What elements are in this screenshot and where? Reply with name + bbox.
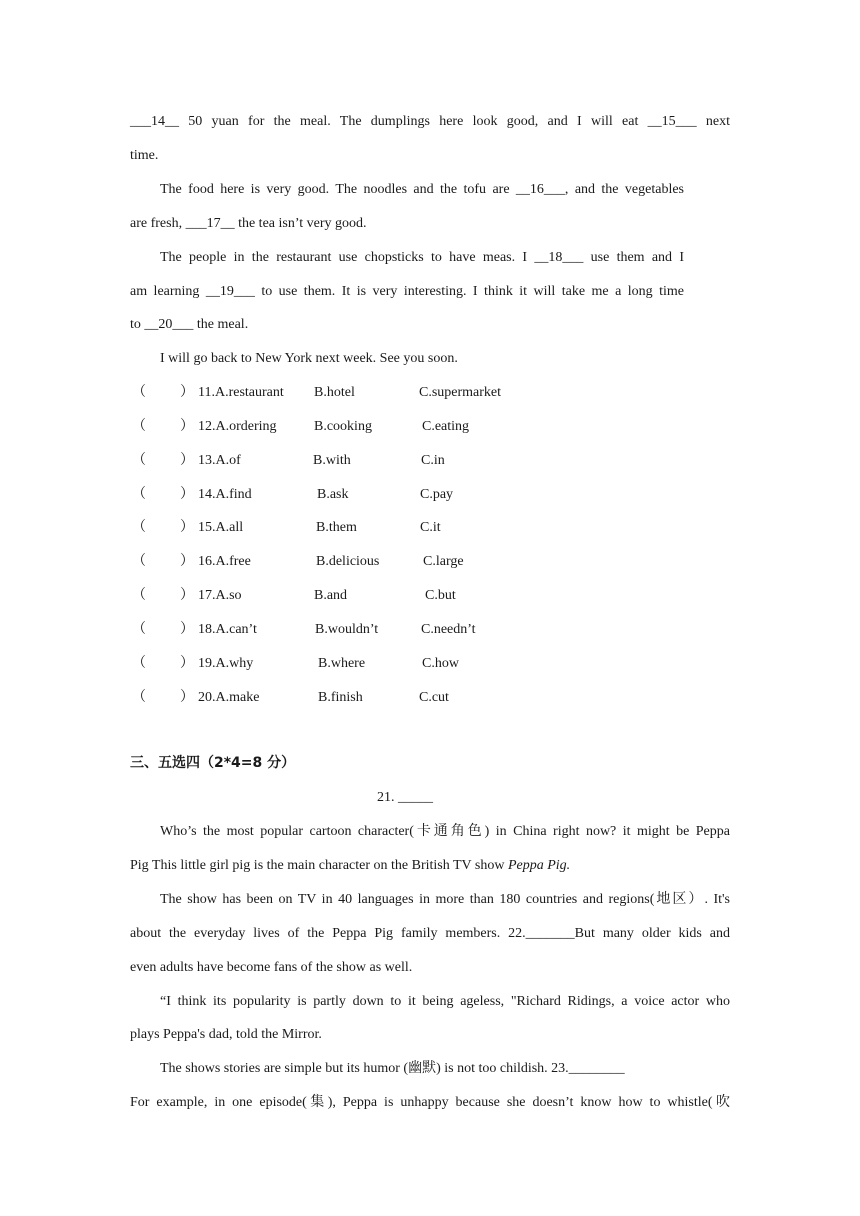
passage-line: Who’s the most popular cartoon character(卡通角色) in China right now? it might be Peppa bbox=[160, 824, 730, 839]
passage-line: about the everyday lives of the Peppa Pig family members. 22._______But many older kids and bbox=[130, 926, 730, 941]
question-option-a: 20.A.make bbox=[198, 690, 260, 705]
question-option-c: C.but bbox=[425, 588, 456, 603]
answer-paren-close: ） bbox=[180, 622, 194, 637]
blank-21: 21. _____ bbox=[377, 790, 433, 805]
question-option-a: 18.A.can’t bbox=[198, 622, 257, 637]
question-option-a: 13.A.of bbox=[198, 453, 241, 468]
passage-line: even adults have become fans of the show as well. bbox=[130, 960, 413, 975]
answer-paren-close: ） bbox=[180, 385, 194, 400]
question-option-a: 11.A.restaurant bbox=[198, 385, 284, 400]
answer-paren-close: ） bbox=[180, 656, 194, 671]
answer-paren-open: （ bbox=[132, 656, 146, 671]
question-option-a: 17.A.so bbox=[198, 588, 242, 603]
passage-text: Pig This little girl pig is the main character on the British TV show bbox=[130, 858, 508, 873]
question-option-c: C.it bbox=[420, 520, 441, 535]
question-option-b: B.ask bbox=[317, 487, 349, 502]
answer-paren-open: （ bbox=[132, 487, 146, 502]
question-option-c: C.pay bbox=[420, 487, 454, 502]
question-option-a: 12.A.ordering bbox=[198, 419, 277, 434]
question-option-c: C.how bbox=[422, 656, 459, 671]
question-option-b: B.cooking bbox=[314, 419, 372, 434]
answer-paren-open: （ bbox=[132, 520, 146, 535]
passage-line: The shows stories are simple but its humor (幽默) is not too childish. 23.________ bbox=[160, 1061, 625, 1076]
question-option-b: B.where bbox=[318, 656, 366, 671]
passage-line: The show has been on TV in 40 languages in more than 180 countries and regions(地区）. It's bbox=[160, 892, 730, 907]
answer-paren-close: ） bbox=[180, 554, 194, 569]
section-heading: 三、五选四（2*4=8 分） bbox=[130, 755, 296, 771]
question-option-c: C.eating bbox=[422, 419, 470, 434]
question-option-b: B.finish bbox=[318, 690, 363, 705]
question-option-b: B.hotel bbox=[314, 385, 355, 400]
passage-line: to __20___ the meal. bbox=[130, 317, 249, 332]
answer-paren-open: （ bbox=[132, 385, 146, 400]
passage-line: plays Peppa's dad, told the Mirror. bbox=[130, 1027, 322, 1042]
question-option-b: B.with bbox=[313, 453, 351, 468]
question-option-b: B.them bbox=[316, 520, 357, 535]
question-option-c: C.supermarket bbox=[419, 385, 502, 400]
answer-paren-close: ） bbox=[180, 487, 194, 502]
answer-paren-close: ） bbox=[180, 588, 194, 603]
question-option-a: 19.A.why bbox=[198, 656, 254, 671]
passage-line: The people in the restaurant use chopsticks to have meas. I __18___ use them and I bbox=[160, 250, 684, 265]
passage-line: are fresh, ___17__ the tea isn’t very good. bbox=[130, 216, 367, 231]
passage-line bbox=[130, 856, 730, 876]
question-option-a: 14.A.find bbox=[198, 487, 252, 502]
answer-paren-close: ） bbox=[180, 520, 194, 535]
passage-line: I will go back to New York next week. See you soon. bbox=[160, 351, 458, 366]
question-option-a: 15.A.all bbox=[198, 520, 244, 535]
passage-line: For example, in one episode(集), Peppa is unhappy because she doesn’t know how to whistle(吹 bbox=[130, 1095, 730, 1110]
answer-paren-open: （ bbox=[132, 622, 146, 637]
answer-paren-open: （ bbox=[132, 690, 146, 705]
passage-line: The food here is very good. The noodles and the tofu are __16___, and the vegetables bbox=[160, 182, 684, 197]
passage-line: ___14__ 50 yuan for the meal. The dumplings here look good, and I will eat __15___ next bbox=[130, 114, 730, 129]
passage-line: am learning __19___ to use them. It is very interesting. I think it will take me a long time bbox=[130, 284, 684, 299]
passage-line: “I think its popularity is partly down to it being ageless, "Richard Ridings, a voice actor who bbox=[160, 994, 730, 1009]
question-option-c: C.large bbox=[423, 554, 464, 569]
question-option-b: B.wouldn’t bbox=[315, 622, 379, 637]
question-option-c: C.needn’t bbox=[421, 622, 476, 637]
answer-paren-close: ） bbox=[180, 419, 194, 434]
answer-paren-open: （ bbox=[132, 453, 146, 468]
passage-line: time. bbox=[130, 148, 159, 163]
answer-paren-open: （ bbox=[132, 554, 146, 569]
answer-paren-open: （ bbox=[132, 419, 146, 434]
answer-paren-close: ） bbox=[180, 453, 194, 468]
answer-paren-close: ） bbox=[180, 690, 194, 705]
question-option-c: C.cut bbox=[419, 690, 449, 705]
question-option-c: C.in bbox=[421, 453, 445, 468]
question-option-b: B.delicious bbox=[316, 554, 380, 569]
show-title: Peppa Pig. bbox=[507, 858, 571, 873]
question-option-a: 16.A.free bbox=[198, 554, 251, 569]
answer-paren-open: （ bbox=[132, 588, 146, 603]
question-option-b: B.and bbox=[314, 588, 348, 603]
